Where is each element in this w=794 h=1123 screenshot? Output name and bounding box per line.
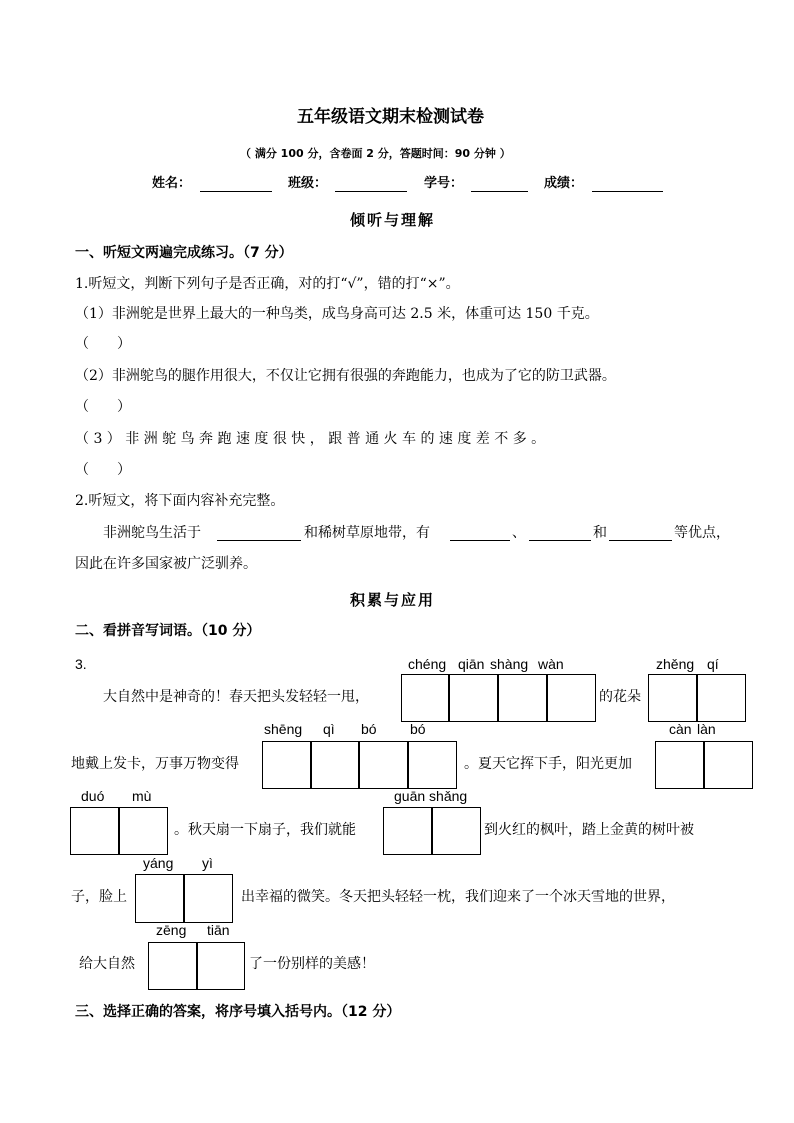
char-box[interactable] bbox=[262, 741, 311, 789]
class-label: 班级： bbox=[288, 176, 328, 191]
statement-3: （ 3 ） 非 洲 鸵 鸟 奔 跑 速 度 很 快 ， 跟 普 通 火 车 的 速 度 差 不 多 。 bbox=[75, 431, 546, 447]
passage-text-5: 。秋天扇一下扇子，我们就能 bbox=[174, 821, 356, 837]
score-blank[interactable] bbox=[592, 191, 663, 192]
fill-blank-1[interactable] bbox=[217, 540, 301, 541]
fill-blank-2[interactable] bbox=[450, 540, 510, 541]
exam-title: 五年级语文期末检测试卷 bbox=[297, 107, 484, 127]
pinyin-qian: qiān bbox=[458, 656, 485, 672]
pinyin-tian: tiān bbox=[207, 922, 230, 938]
char-box[interactable] bbox=[648, 674, 697, 722]
char-box[interactable] bbox=[704, 741, 753, 789]
exam-subtitle: （ 满分 100 分，含卷面 2 分，答题时间：90 分钟 ） bbox=[240, 147, 511, 160]
pinyin-wan: wàn bbox=[538, 656, 564, 672]
pinyin-yi: yì bbox=[202, 855, 213, 871]
pinyin-sheng: shēng bbox=[264, 721, 303, 737]
char-box[interactable] bbox=[432, 807, 481, 855]
pinyin-zeng: zēng bbox=[156, 922, 187, 938]
char-box[interactable] bbox=[311, 741, 359, 789]
q1-part1-instruction: 1.听短文，判断下列句子是否正确，对的打“√”，错的打“×”。 bbox=[75, 276, 460, 292]
q1-part2-instruction: 2.听短文，将下面内容补充完整。 bbox=[75, 493, 285, 509]
char-box[interactable] bbox=[449, 674, 498, 722]
fill-text-e: 等优点， bbox=[674, 525, 730, 541]
char-box[interactable] bbox=[498, 674, 547, 722]
q2-number: 3. bbox=[75, 656, 87, 672]
fill-blank-4[interactable] bbox=[609, 540, 672, 541]
pinyin-yang: yáng bbox=[143, 855, 174, 871]
char-box[interactable] bbox=[547, 674, 596, 722]
passage-text-9: 给大自然 bbox=[79, 955, 135, 971]
q3-title: 三、选择正确的答案，将序号填入括号内。（12 分） bbox=[75, 1004, 401, 1020]
name-label: 姓名： bbox=[152, 176, 192, 191]
passage-text-3: 地戴上发卡，万事万物变得 bbox=[71, 755, 239, 771]
fill-text-b: 和稀树草原地带，有 bbox=[304, 525, 430, 541]
passage-text-10: 了一份别样的美感！ bbox=[249, 955, 375, 971]
pinyin-duo: duó bbox=[81, 788, 105, 804]
id-blank[interactable] bbox=[471, 191, 528, 192]
fill-text-line2: 因此在许多国家被广泛驯养。 bbox=[75, 556, 257, 572]
score-label: 成绩： bbox=[544, 176, 584, 191]
passage-text-1: 大自然中是神奇的！春天把头发轻轻一甩， bbox=[103, 688, 369, 704]
q1-title: 一、听短文两遍完成练习。（7 分） bbox=[75, 245, 293, 261]
statement-1: （1）非洲鸵是世界上最大的一种鸟类，成鸟身高可达 2.5 米，体重可达 150 千克。 bbox=[75, 306, 599, 322]
pinyin-cheng: chéng bbox=[408, 656, 447, 672]
name-blank[interactable] bbox=[200, 191, 272, 192]
char-box[interactable] bbox=[148, 942, 197, 990]
pinyin-zheng: zhěng bbox=[656, 656, 695, 672]
q2-title: 二、看拼音写词语。（10 分） bbox=[75, 623, 261, 639]
char-box[interactable] bbox=[184, 874, 233, 923]
char-box[interactable] bbox=[197, 942, 245, 990]
answer-paren-2[interactable]: （ ） bbox=[75, 399, 131, 415]
pinyin-bo1: bó bbox=[361, 721, 377, 737]
pinyin-lan: làn bbox=[697, 721, 716, 737]
pinyin-mu: mù bbox=[132, 788, 152, 804]
fill-blank-3[interactable] bbox=[529, 540, 591, 541]
char-box[interactable] bbox=[70, 807, 119, 855]
pinyin-shang: shàng bbox=[490, 656, 529, 672]
section-heading-listening: 倾听与理解 bbox=[350, 211, 436, 229]
passage-text-6: 到火红的枫叶，踏上金黄的树叶被 bbox=[484, 821, 694, 837]
class-blank[interactable] bbox=[335, 191, 407, 192]
passage-text-2: 的花朵 bbox=[599, 688, 641, 704]
id-label: 学号： bbox=[424, 176, 464, 191]
pinyin-bo2: bó bbox=[410, 721, 426, 737]
statement-2: （2）非洲鸵鸟的腿作用很大，不仅让它拥有很强的奔跑能力，也成为了它的防卫武器。 bbox=[75, 368, 616, 384]
char-box[interactable] bbox=[401, 674, 449, 722]
pinyin-qi: qí bbox=[707, 656, 719, 672]
char-box[interactable] bbox=[697, 674, 746, 722]
char-box[interactable] bbox=[408, 741, 457, 789]
pinyin-guanshang: guān shǎng bbox=[394, 788, 468, 804]
passage-text-4: 。夏天它挥下手，阳光更加 bbox=[464, 755, 632, 771]
char-box[interactable] bbox=[383, 807, 432, 855]
char-box[interactable] bbox=[655, 741, 704, 789]
fill-text-c: 、 bbox=[512, 525, 526, 541]
passage-text-7: 子，脸上 bbox=[71, 888, 127, 904]
pinyin-can: càn bbox=[669, 721, 692, 737]
answer-paren-3[interactable]: （ ） bbox=[75, 462, 131, 478]
fill-text-a: 非洲鸵鸟生活于 bbox=[103, 525, 201, 541]
char-box[interactable] bbox=[359, 741, 408, 789]
char-box[interactable] bbox=[135, 874, 184, 923]
char-box[interactable] bbox=[119, 807, 168, 855]
passage-text-8: 出幸福的微笑。冬天把头轻轻一枕，我们迎来了一个冰天雪地的世界， bbox=[241, 888, 675, 904]
section-heading-accumulation: 积累与应用 bbox=[350, 591, 436, 609]
answer-paren-1[interactable]: （ ） bbox=[75, 336, 131, 352]
fill-text-d: 和 bbox=[593, 525, 607, 541]
pinyin-qi2: qì bbox=[323, 721, 335, 737]
